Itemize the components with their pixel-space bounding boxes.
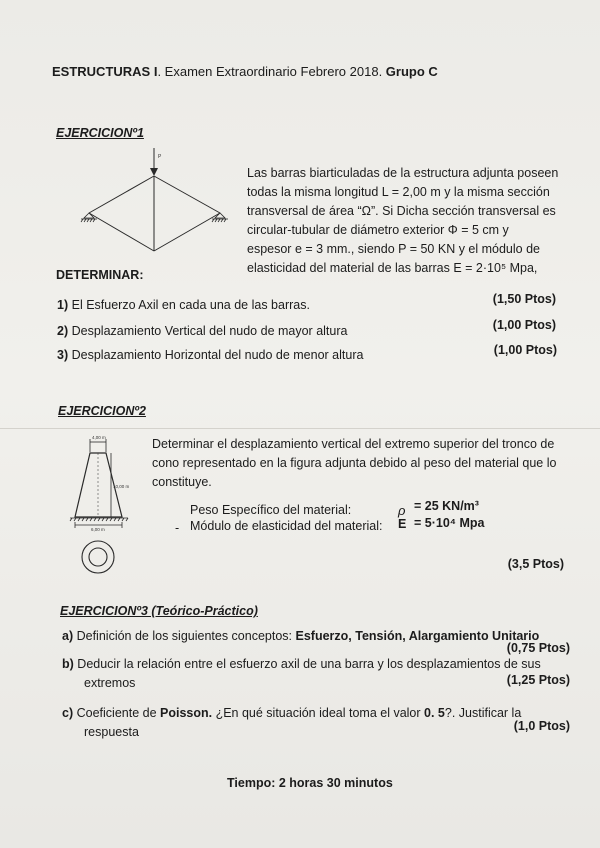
ex2-line: cono representado en la figura adjunta debido al peso del material que lo [152,456,557,470]
prop-density-label: Peso Específico del material: [190,503,352,517]
ex2-title: EJERCICIONº2 [58,404,146,418]
load-label: P [158,154,162,160]
ex3-item-a-points: (0,75 Ptos) [506,641,570,655]
ex1-item-2: 2) Desplazamiento Vertical del nudo de mayor altura [57,324,348,338]
ex2-line: Determinar el desplazamiento vertical del extremo superior del tronco de [152,437,555,451]
cross-section-outer [82,541,114,573]
ex1-line: Las barras biarticuladas de la estructura adjunta poseen [247,166,559,180]
ex2-points: (3,5 Ptos) [507,557,564,571]
prop-modulus-value: = 5·10⁴ Mpa [414,516,485,530]
course-name: ESTRUCTURAS I [52,64,158,79]
ex1-item-1-points: (1,50 Ptos) [492,292,556,306]
dim-bottom-label: 6,00 m [91,527,105,532]
prop-density-value: = 25 KN/m³ [414,499,479,513]
ex3-item-b-points: (1,25 Ptos) [506,673,570,687]
ex3-title: EJERCICIONº3 (Teórico-Práctico) [60,604,258,618]
determinar-heading: DETERMINAR: [56,268,144,282]
ex1-item-3: 3) Desplazamiento Horizontal del nudo de menor altura [57,348,364,362]
ex3-item-a: a) Definición de los siguientes conceptos: Esfuerzo, Tensión, Alargamiento Unitario [62,629,540,643]
prop-modulus-symbol: E [398,517,407,531]
cross-section-inner [89,548,107,566]
ex3-item-c-points: (1,0 Ptos) [513,719,570,733]
ex3-item-c: c) Coeficiente de Poisson. ¿En qué situación ideal toma el valor 0. 5?. Justificar la respuesta [62,706,522,739]
ex1-item-1: 1) El Esfuerzo Axil en cada una de las barras. [57,298,310,312]
prop-density-symbol: ρ [398,503,406,518]
exam-duration: Tiempo: 2 horas 30 minutos [227,776,393,790]
ex1-title: EJERCICIONº1 [56,126,144,140]
dim-height-label: 10,00 m [113,484,130,489]
ex1-line: circular-tubular de diámetro exterior Φ = 5 cm y [247,223,509,237]
prop-dash: - [175,521,180,535]
ex1-line: espesor e = 3 mm., siendo P = 50 KN y el módulo de [247,242,540,256]
prop-modulus-label: Módulo de elasticidad del material: [190,519,383,533]
ex2-line: constituye. [152,475,212,489]
exam-description: . Examen Extraordinario Febrero 2018. [157,64,386,79]
exam-group: Grupo C [385,64,438,79]
ex1-line: transversal de área “Ω”. Si Dicha sección transversal es [247,204,556,218]
ex1-item-2-points: (1,00 Ptos) [492,318,556,332]
dim-top-label: 4,00 m [92,435,106,440]
ex3-item-b: b) Deducir la relación entre el esfuerzo axil de una barra y los desplazamientos de sus extremos [62,657,541,690]
ex1-line: elasticidad del material de las barras E = 2·10⁵ Mpa, [247,261,538,275]
ex1-line: todas la misma longitud L = 2,00 m y la misma sección [247,185,550,199]
ex1-item-3-points: (1,00 Ptos) [493,343,557,357]
ex2-statement [152,435,562,492]
